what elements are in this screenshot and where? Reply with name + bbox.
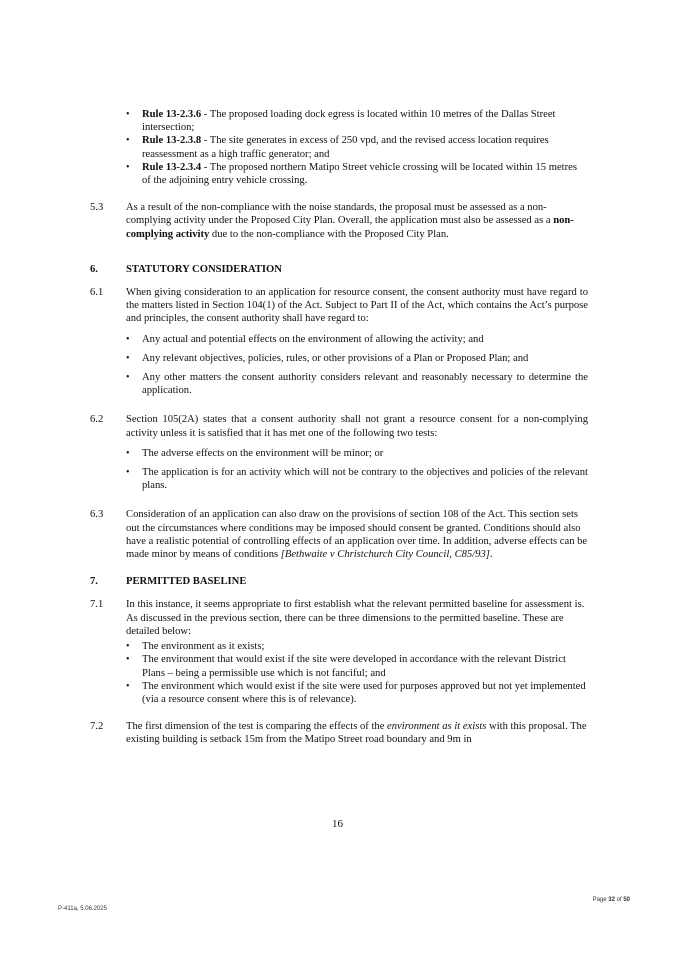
paragraph-6-3 [90,508,588,561]
list-item: • Rule 13-2.3.8 - The site generates in excess of 250 vpd, and the revised access location requires reassessment as a high traffic generator; and [126,134,588,160]
section-heading-7: 7. PERMITTED BASELINE [90,576,247,588]
paragraph-number: 7.2 [90,721,104,733]
paragraph-text: When giving consideration to an application for resource consent, the consent authority must have regard to the matters listed in Section 104(1) of the Act. Subject to Part II of the Act, which contains the Act’s purpose and principles, the consent authority shall have regard to: • Any actual and potential effects on the environment of allowing the activity; and • Any relevant objectives, policies, rules, or other provisions of a Plan or Proposed Plan; and • Any other matters the consent authority considers relevant and reasonably necessary to determine the application. [126,286,588,403]
paragraph-text: Consideration of an application can also draw on the provisions of section 108 of the Act. This section sets out the circumstances where conditions may be imposed should consent be granted. Conditions should also have a realistic potential of controlling effects of an application over time. In addition, adverse effects can be made minor by means of conditions [Bethwaite v Christchurch City Council, C85/93]. [126,509,588,561]
page-number: 16 [332,818,343,830]
document-body [90,108,588,747]
paragraph-7-2 [90,720,588,746]
paragraph-text: In this instance, it seems appropriate to first establish what the relevant permitted baseline for assessment is. As discussed in the previous section, there can be three dimensions to the permitted baseline. These are detailed below: • The environment as it exists; • The environment that would exist if the site were developed in accordance with the relevant District Plans – being a permissible use which is not fanciful; and • The environment which would exist if the site were used for purposes approved but not yet implemented (via a resource consent where this is of relevance). [126,598,588,706]
document-reference: P-411a, 5.06.2025 [58,906,107,912]
list-item: • The application is for an activity which will not be contrary to the objectives and policies of the relevant plans. [126,466,588,492]
list-item: • The environment that would exist if the site were developed in accordance with the relevant District Plans – being a permissible use which is not fanciful; and [126,653,588,679]
paragraph-number: 6.2 [90,414,104,426]
paragraph-6-1 [90,286,588,403]
list-item: • Rule 13-2.3.4 - The proposed northern Matipo Street vehicle crossing will be located within 15 metres of the adjoining entry vehicle crossing. [126,161,588,187]
paragraph-6-2 [90,413,588,498]
baseline-list [126,640,588,706]
list-item: • The adverse effects on the environment will be minor; or [126,447,588,460]
list-item: • The environment as it exists; [126,640,588,653]
considerations-list [126,333,588,398]
tests-list [126,447,588,493]
list-item: • Rule 13-2.3.6 - The proposed loading dock egress is located within 10 metres of the Dallas Street intersection; [126,108,588,134]
paragraph-number: 6.1 [90,287,104,299]
list-item: • Any actual and potential effects on the environment of allowing the activity; and [126,333,588,346]
rules-list [126,108,588,187]
page-counter: Page 32 of 50 [592,897,630,903]
list-item: • Any relevant objectives, policies, rules, or other provisions of a Plan or Proposed Plan; and [126,352,588,365]
paragraph-number: 7.1 [90,599,104,611]
paragraph-7-1 [90,598,588,706]
paragraph-5-3 [90,201,588,241]
list-item: • The environment which would exist if the site were used for purposes approved but not yet implemented (via a resource consent where this is of relevance). [126,680,588,706]
section-heading-6: 6. STATUTORY CONSIDERATION [90,263,282,275]
paragraph-text: Section 105(2A) states that a consent authority shall not grant a resource consent for a non-complying activity unless it is satisfied that it has met one of the following two tests: • The adverse effects on the environment will be minor; or • The application is for an activity which will not be contrary to the objectives and policies of the relevant plans. [126,413,588,498]
paragraph-number: 5.3 [90,202,104,214]
paragraph-number: 6.3 [90,509,104,521]
paragraph-text: The first dimension of the test is comparing the effects of the environment as it exists with this proposal. The existing building is setback 15m from the Matipo Street road boundary and 9m in [126,721,587,746]
list-item: • Any other matters the consent authority considers relevant and reasonably necessary to determine the application. [126,371,588,397]
paragraph-text: As a result of the non-compliance with the noise standards, the proposal must be assessed as a non-complying activity under the Proposed City Plan. Overall, the application must also be assessed as a non-complying activity due to the non-compliance with the Proposed City Plan. [126,202,574,240]
